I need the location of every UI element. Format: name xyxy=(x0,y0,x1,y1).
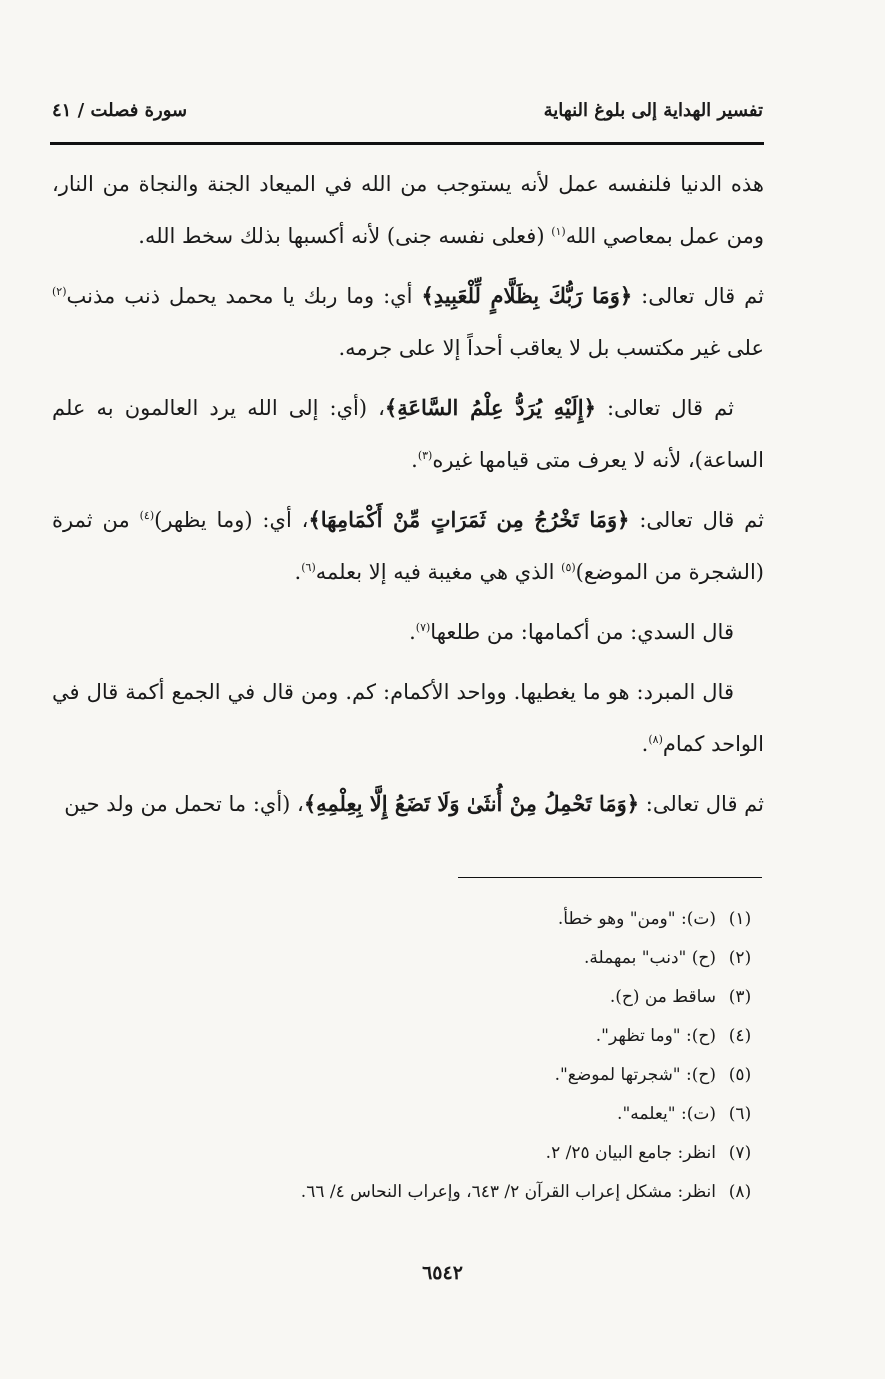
footnote-number: (٦) xyxy=(728,1104,752,1124)
footnote-item xyxy=(52,978,764,1017)
footnote-number: (٢) xyxy=(728,948,752,968)
paragraph-1: هذه الدنيا فلنفسه عمل لأنه يستوجب من الله في الميعاد الجنة والنجاة من النار، ومن عمل بمعاصي الله$^{(١)}$ (فعلى نفسه جنى) لأنه أكسبها بذلك سخط الله. xyxy=(52,172,764,248)
footnote-text: انظر: مشكل إعراب القرآن ٢/ ٦٤٣، وإعراب النحاس ٤/ ٦٦. xyxy=(300,1182,716,1202)
footnote-text: انظر: جامع البيان ٢٥/ ٢. xyxy=(545,1143,716,1163)
quran-verse: ﴿وَمَا تَحْمِلُ مِنْ أُنثَىٰ وَلَا تَضَعُ إِلَّا بِعِلْمِهِ﴾ xyxy=(303,791,640,816)
footnote-item xyxy=(52,1095,764,1134)
footnote-ref: (٨) xyxy=(648,733,663,746)
quran-verse: ﴿إِلَيْهِ يُرَدُّ عِلْمُ السَّاعَةِ﴾ xyxy=(384,395,596,420)
footnote-text: (ت): "يعلمه". xyxy=(617,1104,716,1124)
footnote-number: (١) xyxy=(728,909,752,929)
footnote-text: (ح): "وما تظهر". xyxy=(595,1026,716,1046)
footnote-ref: (٢) xyxy=(52,285,67,298)
footnote-item xyxy=(52,939,764,978)
quran-verse: ﴿وَمَا رَبُّكَ بِظَلَّامٍ لِّلْعَبِيدِ﴾ xyxy=(421,283,633,308)
footnote-text: (ح): "شجرتها لموضع". xyxy=(554,1065,716,1085)
footnote-ref: (١) xyxy=(551,225,566,238)
footnote-item xyxy=(52,1134,764,1173)
main-text xyxy=(52,158,764,838)
paragraph-2: ثم قال تعالى: ﴿وَمَا رَبُّكَ بِظَلَّامٍ لِّلْعَبِيدِ﴾ أي: وما ربك يا محمد يحمل ذنب مذنب$^{(٢)}$ على غير مكتسب بل لا يعاقب أحداً إلا على جرمه. xyxy=(52,283,764,360)
footnote-ref: (٣) xyxy=(417,449,433,462)
footnote-ref: (٦) xyxy=(301,561,316,574)
footnote-text: ساقط من (ح). xyxy=(609,987,716,1007)
footnote-item xyxy=(52,1017,764,1056)
footnote-ref: (٤) xyxy=(139,509,155,522)
paragraph-6: قال المبرد: هو ما يغطيها. وواحد الأكمام: كم. ومن قال في الجمع أكمة قال في الواحد كمام$^{(٨)}$. xyxy=(52,680,764,756)
footnote-number: (٤) xyxy=(728,1026,752,1046)
surah-label: سورة فصلت / ٤١ xyxy=(52,100,188,121)
footnote-ref: (٧) xyxy=(415,621,431,634)
quran-verse: ﴿وَمَا تَخْرُجُ مِن ثَمَرَاتٍ مِّنْ أَكْمَامِهَا﴾ xyxy=(308,507,630,532)
footnote-ref: (٥) xyxy=(561,561,576,574)
page-number: ٦٥٤٢ xyxy=(422,1262,463,1284)
footnote-number: (٨) xyxy=(728,1182,752,1202)
paragraph-7: ثم قال تعالى: ﴿وَمَا تَحْمِلُ مِنْ أُنثَىٰ وَلَا تَضَعُ إِلَّا بِعِلْمِهِ﴾، (أي: ما تحمل من ولد حين xyxy=(64,791,764,816)
header-divider xyxy=(50,142,764,145)
footnotes xyxy=(52,900,764,1212)
footnote-divider xyxy=(458,877,762,878)
footnote-item xyxy=(52,1173,764,1212)
paragraph-3: ثم قال تعالى: ﴿إِلَيْهِ يُرَدُّ عِلْمُ السَّاعَةِ﴾، (أي: إلى الله يرد العالمون به علم الساعة)، لأنه لا يعرف متى قيامها غيره$^{(٣)}$. xyxy=(52,395,764,472)
paragraph-5: قال السدي: من أكمامها: من طلعها$^{(٧)}$. xyxy=(409,620,734,644)
footnote-item xyxy=(52,900,764,939)
page-header xyxy=(52,100,763,130)
book-title: تفسير الهداية إلى بلوغ النهاية xyxy=(543,100,763,121)
paragraph-4: ثم قال تعالى: ﴿وَمَا تَخْرُجُ مِن ثَمَرَاتٍ مِّنْ أَكْمَامِهَا﴾، أي: (وما يظهر)$^{(٤)}$ من ثمرة (الشجرة من الموضع)$^{(٥)}$ الذي هي مغيبة فيه إلا بعلمه$^{(٦)}$. xyxy=(52,507,764,584)
footnote-number: (٥) xyxy=(728,1065,752,1085)
footnote-text: (ت): "ومن" وهو خطأ. xyxy=(557,909,716,929)
footnote-item xyxy=(52,1056,764,1095)
footnote-text: (ح) "دنب" بمهملة. xyxy=(583,948,716,968)
footnote-number: (٧) xyxy=(728,1143,752,1163)
footnote-number: (٣) xyxy=(728,987,752,1007)
